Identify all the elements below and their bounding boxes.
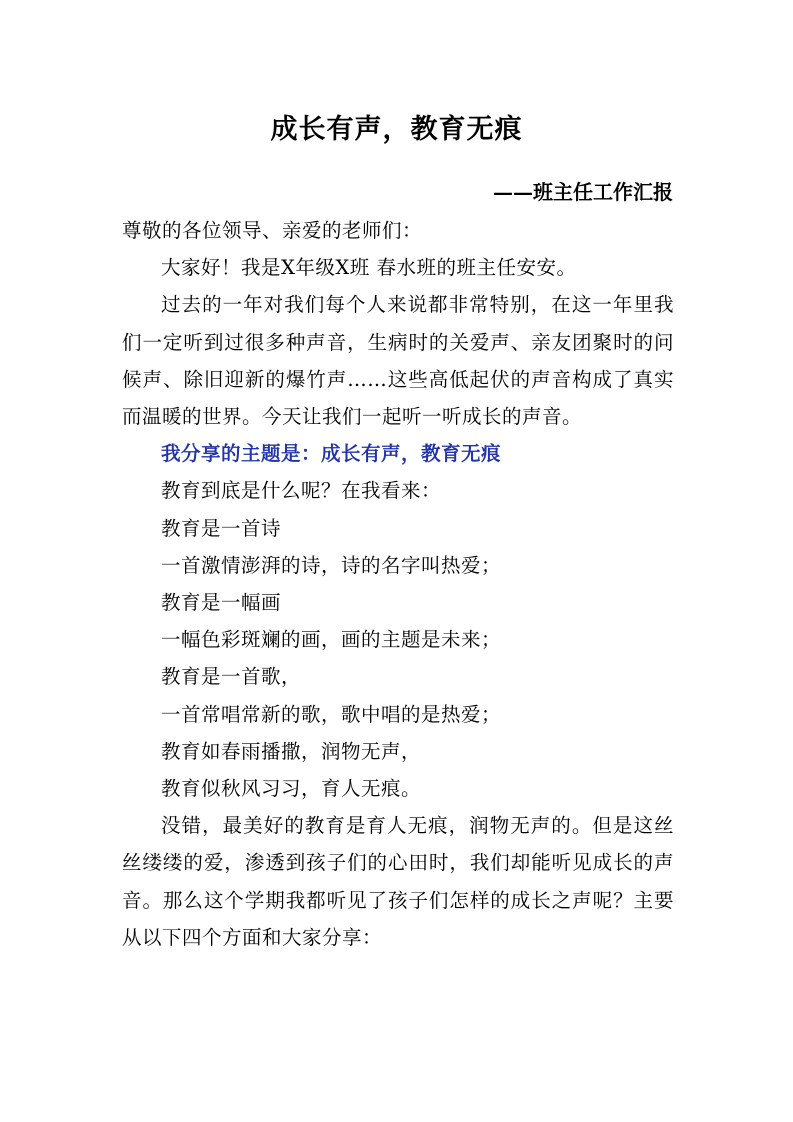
salutation: 尊敬的各位领导、亲爱的老师们： xyxy=(122,219,423,242)
document-title: 成长有声，教育无痕 xyxy=(270,114,523,145)
verse-line: 一首常唱常新的歌，歌中唱的是热爱； xyxy=(161,702,502,726)
document-body xyxy=(122,212,674,956)
verse-line: 教育是一首诗 xyxy=(161,516,282,540)
theme-statement: 我分享的主题是：成长有声，教育无痕 xyxy=(161,442,502,466)
greeting-paragraph: 大家好！我是X年级X班 春水班的班主任安安。 xyxy=(161,256,577,280)
question-line: 教育到底是什么呢？在我看来： xyxy=(161,479,442,503)
verse-line: 一首激情澎湃的诗，诗的名字叫热爱； xyxy=(161,553,502,577)
verse-line: 教育是一首歌， xyxy=(161,665,302,689)
verse-line: 教育似秋风习习，育人无痕。 xyxy=(161,777,422,801)
intro-paragraph: 过去的一年对我们每个人来说都非常特别，在这一年里我们一定听到过很多种声音，生病时的关爱声、亲友团聚时的问候声、除旧迎新的爆竹声……这些高低起伏的声音构成了真实而温暖的世界。今天让我们一起听一听成长的声音。 xyxy=(122,293,674,429)
verse-line: 教育是一幅画 xyxy=(161,591,282,615)
verse-line: 教育如春雨播撒，润物无声， xyxy=(161,739,422,763)
document-subtitle: ——班主任工作汇报 xyxy=(493,180,673,204)
closing-paragraph: 没错，最美好的教育是育人无痕，润物无声的。但是这丝丝缕缕的爱，渗透到孩子们的心田时，我们却能听见成长的声音。那么这个学期我都听见了孩子们怎样的成长之声呢？主要从以下四个方面和大家分享： xyxy=(122,814,674,949)
verse-line: 一幅色彩斑斓的画，画的主题是未来； xyxy=(161,628,502,652)
